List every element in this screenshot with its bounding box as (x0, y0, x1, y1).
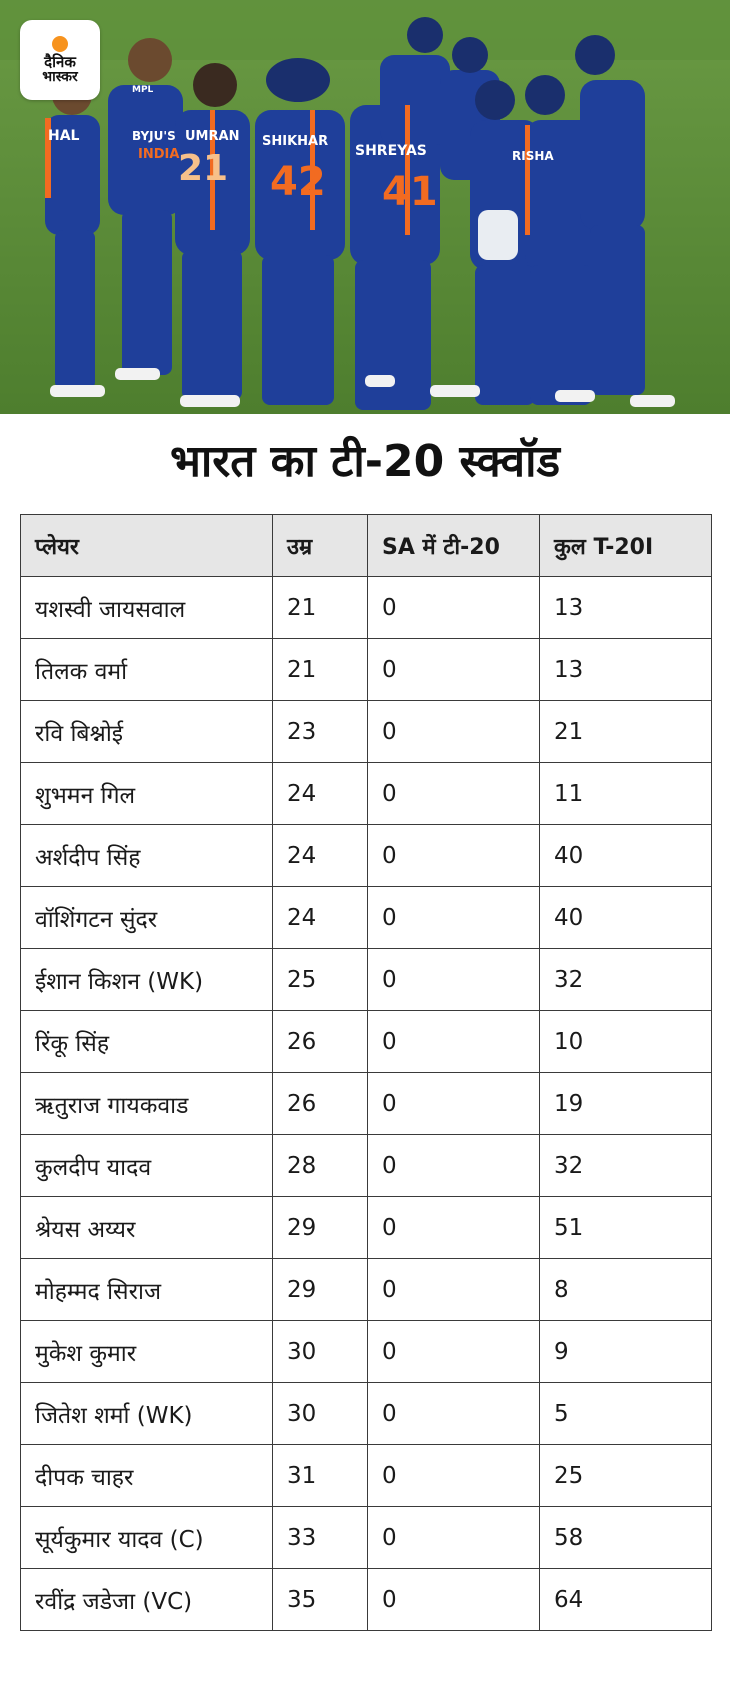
player-age: 23 (273, 701, 368, 763)
player-age: 30 (273, 1383, 368, 1445)
player-age: 21 (273, 577, 368, 639)
player-name: अर्शदीप सिंह (21, 825, 273, 887)
jersey-sponsor: BYJU'S (132, 129, 176, 143)
player-name: दीपक चाहर (21, 1445, 273, 1507)
team-photo-illustration (0, 0, 730, 414)
player-sa-t20: 0 (368, 577, 540, 639)
player-age: 25 (273, 949, 368, 1011)
player-age: 29 (273, 1259, 368, 1321)
player-name: मुकेश कुमार (21, 1321, 273, 1383)
jersey-name-shreyas: SHREYAS (355, 143, 427, 159)
jersey-india: INDIA (138, 147, 180, 162)
player-total-t20i: 13 (540, 577, 712, 639)
table-row (21, 1445, 712, 1507)
player-total-t20i: 13 (540, 639, 712, 701)
player-age: 24 (273, 887, 368, 949)
table-row (21, 1011, 712, 1073)
player-sa-t20: 0 (368, 701, 540, 763)
player-sa-t20: 0 (368, 1073, 540, 1135)
player-total-t20i: 19 (540, 1073, 712, 1135)
header-total-t20i: कुल T-20I (540, 515, 712, 577)
table-row (21, 1197, 712, 1259)
header-player: प्लेयर (21, 515, 273, 577)
player-sa-t20: 0 (368, 949, 540, 1011)
player-age: 28 (273, 1135, 368, 1197)
jersey-mpl: MPL (132, 85, 154, 95)
player-name: रवींद्र जडेजा (VC) (21, 1569, 273, 1631)
player-sa-t20: 0 (368, 1197, 540, 1259)
player-total-t20i: 51 (540, 1197, 712, 1259)
player-sa-t20: 0 (368, 1569, 540, 1631)
table-row (21, 825, 712, 887)
logo-text-line1: दैनिक (44, 52, 76, 71)
table-row (21, 1073, 712, 1135)
player-name: ईशान किशन (WK) (21, 949, 273, 1011)
player-age: 35 (273, 1569, 368, 1631)
jersey-name-umran: UMRAN (185, 129, 240, 144)
player-total-t20i: 32 (540, 949, 712, 1011)
player-age: 26 (273, 1011, 368, 1073)
player-sa-t20: 0 (368, 825, 540, 887)
jersey-name-hal: HAL (48, 128, 80, 144)
player-name: रवि बिश्नोई (21, 701, 273, 763)
player-age: 24 (273, 825, 368, 887)
table-body (21, 577, 712, 1631)
player-total-t20i: 10 (540, 1011, 712, 1073)
table-row (21, 1383, 712, 1445)
table-row (21, 1135, 712, 1197)
player-age: 26 (273, 1073, 368, 1135)
player-name: कुलदीप यादव (21, 1135, 273, 1197)
player-total-t20i: 40 (540, 825, 712, 887)
player-name: सूर्यकुमार यादव (C) (21, 1507, 273, 1569)
player-name: मोहम्मद सिराज (21, 1259, 273, 1321)
page-title: भारत का टी-20 स्क्वॉड (169, 436, 561, 487)
player-age: 21 (273, 639, 368, 701)
player-age: 33 (273, 1507, 368, 1569)
table-row (21, 1321, 712, 1383)
player-age: 30 (273, 1321, 368, 1383)
table-row (21, 1259, 712, 1321)
jersey-name-risha: RISHA (512, 149, 554, 163)
player-total-t20i: 40 (540, 887, 712, 949)
table-row (21, 577, 712, 639)
player-sa-t20: 0 (368, 1011, 540, 1073)
player-sa-t20: 0 (368, 1135, 540, 1197)
player-total-t20i: 58 (540, 1507, 712, 1569)
sun-icon (52, 36, 68, 52)
logo-text-line2: भास्कर (42, 68, 78, 85)
table-row (21, 949, 712, 1011)
table-row (21, 763, 712, 825)
player-total-t20i: 8 (540, 1259, 712, 1321)
player-total-t20i: 64 (540, 1569, 712, 1631)
player-sa-t20: 0 (368, 1259, 540, 1321)
table-row (21, 1507, 712, 1569)
squad-table (20, 514, 712, 1631)
table-header-row (21, 515, 712, 577)
player-sa-t20: 0 (368, 1445, 540, 1507)
table-row (21, 701, 712, 763)
player-sa-t20: 0 (368, 763, 540, 825)
player-total-t20i: 11 (540, 763, 712, 825)
player-name: ऋतुराज गायकवाड (21, 1073, 273, 1135)
jersey-number-21: 21 (178, 148, 229, 189)
header-sa-t20: SA में टी-20 (368, 515, 540, 577)
player-name: तिलक वर्मा (21, 639, 273, 701)
player-name: श्रेयस अय्यर (21, 1197, 273, 1259)
table-row (21, 1569, 712, 1631)
jersey-name-shikhar: SHIKHAR (262, 134, 329, 149)
jersey-number-42: 42 (270, 159, 326, 205)
player-sa-t20: 0 (368, 1383, 540, 1445)
player-sa-t20: 0 (368, 639, 540, 701)
player-name: जितेश शर्मा (WK) (21, 1383, 273, 1445)
header-age: उम्र (273, 515, 368, 577)
player-age: 29 (273, 1197, 368, 1259)
jersey-number-41: 41 (382, 169, 438, 215)
table-row (21, 887, 712, 949)
player-name: शुभमन गिल (21, 763, 273, 825)
player-total-t20i: 32 (540, 1135, 712, 1197)
player-name: रिंकू सिंह (21, 1011, 273, 1073)
dainik-bhaskar-logo (20, 20, 100, 100)
player-total-t20i: 9 (540, 1321, 712, 1383)
player-total-t20i: 21 (540, 701, 712, 763)
player-age: 24 (273, 763, 368, 825)
table-row (21, 639, 712, 701)
player-sa-t20: 0 (368, 887, 540, 949)
team-photo (0, 0, 730, 414)
player-total-t20i: 25 (540, 1445, 712, 1507)
player-name: वॉशिंगटन सुंदर (21, 887, 273, 949)
player-name: यशस्वी जायसवाल (21, 577, 273, 639)
player-sa-t20: 0 (368, 1507, 540, 1569)
player-sa-t20: 0 (368, 1321, 540, 1383)
player-age: 31 (273, 1445, 368, 1507)
player-total-t20i: 5 (540, 1383, 712, 1445)
